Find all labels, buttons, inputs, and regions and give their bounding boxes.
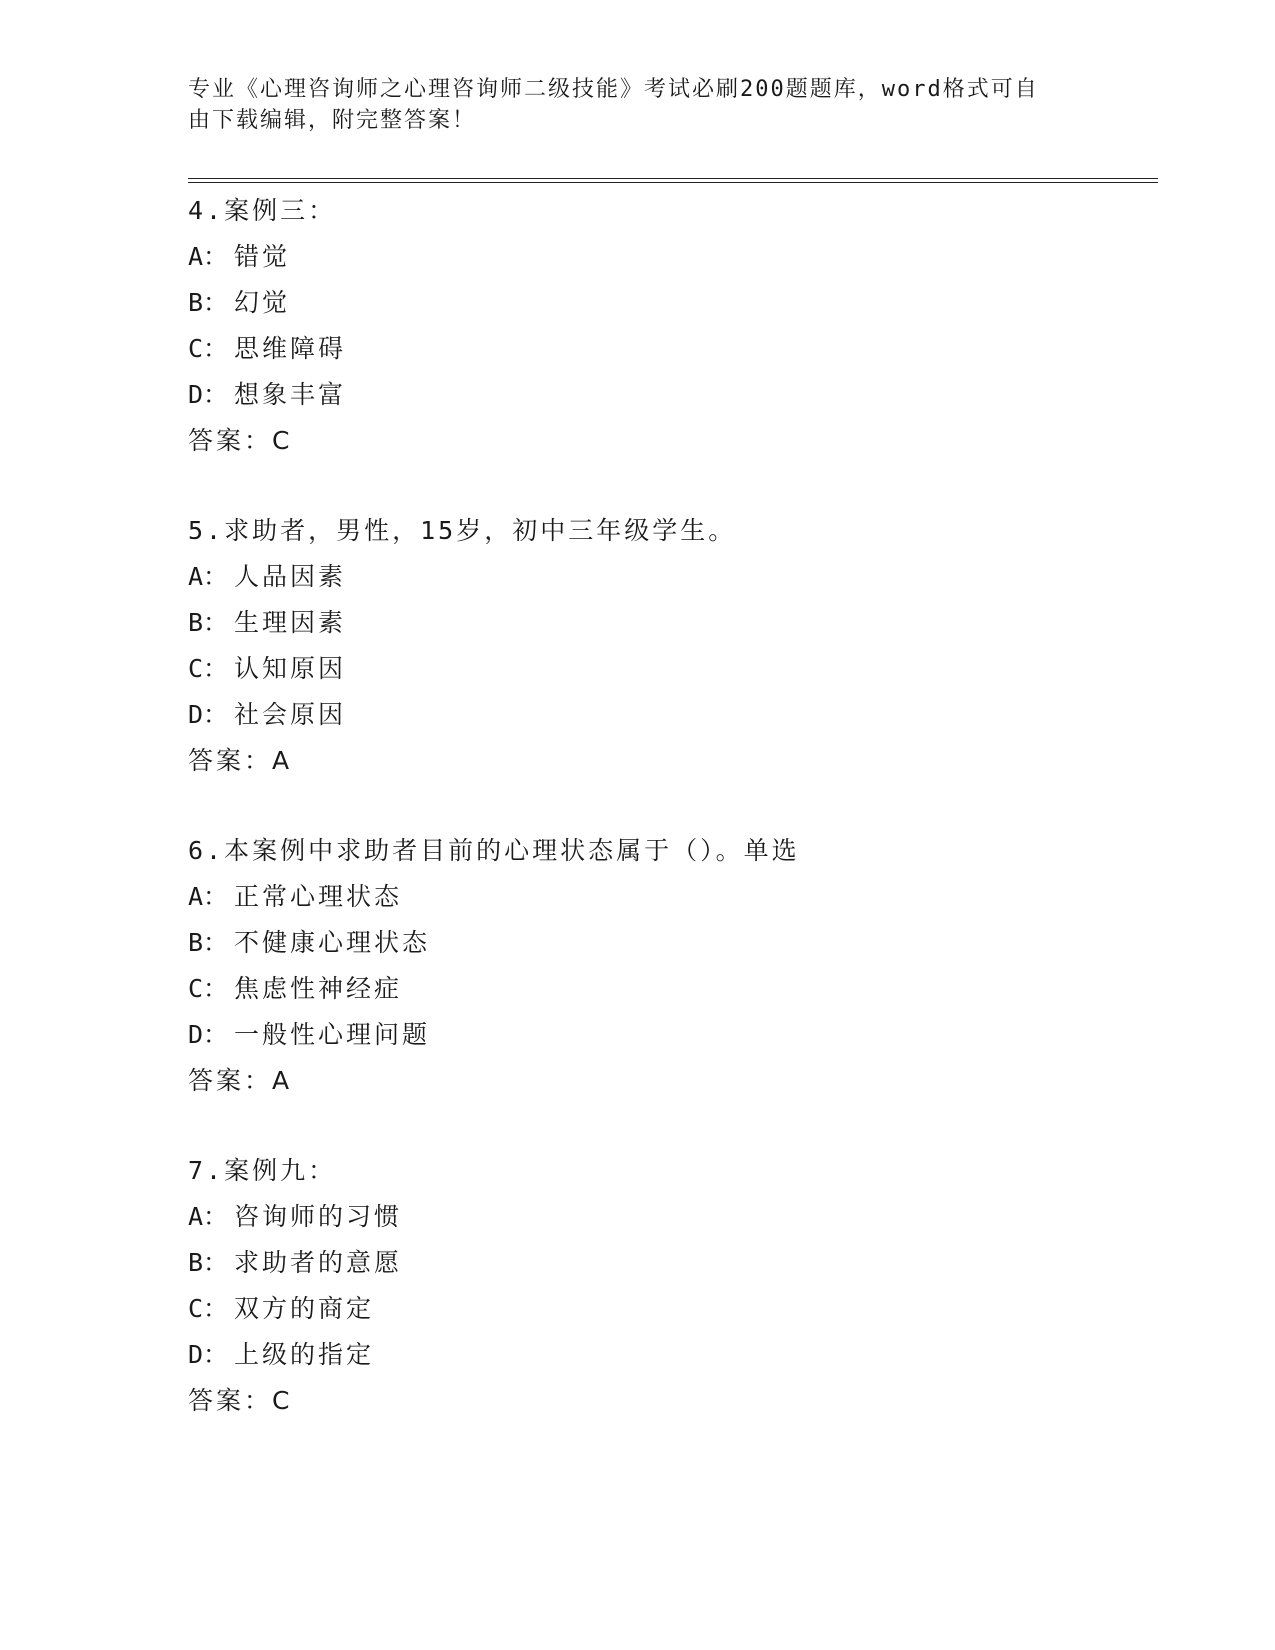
option-text: 想象丰富: [234, 380, 347, 409]
option-text: 上级的指定: [234, 1340, 375, 1369]
option-letter: D：: [188, 700, 229, 729]
header-line-2: 由下载编辑，附完整答案！: [188, 108, 477, 133]
header-divider-top: [188, 178, 1158, 179]
option-text: 错觉: [234, 242, 291, 271]
option-text: 思维障碍: [234, 334, 347, 363]
option-letter: B：: [188, 1248, 229, 1277]
option-a: [188, 554, 1158, 600]
option-d: [188, 372, 1158, 418]
option-text: 求助者的意愿: [234, 1248, 403, 1277]
option-letter: C：: [188, 974, 229, 1003]
option-text: 生理因素: [234, 608, 347, 637]
option-c: [188, 646, 1158, 692]
option-letter: A：: [188, 1202, 229, 1231]
question-item: [188, 188, 1158, 464]
answer-line: 答案：C: [188, 1386, 293, 1415]
option-text: 认知原因: [234, 654, 347, 683]
answer-line: 答案：A: [188, 746, 293, 775]
question-stem: 7.案例九：: [188, 1156, 337, 1185]
header-line-1: 专业《心理咨询师之心理咨询师二级技能》考试必刷200题题库，word格式可自: [188, 77, 1039, 102]
document-header: [188, 74, 1068, 136]
question-item: [188, 508, 1158, 784]
option-a: [188, 874, 1158, 920]
answer-line: 答案：C: [188, 426, 293, 455]
option-letter: C：: [188, 1294, 229, 1323]
option-letter: C：: [188, 654, 229, 683]
option-text: 焦虑性神经症: [234, 974, 403, 1003]
option-letter: D：: [188, 1340, 229, 1369]
option-letter: C：: [188, 334, 229, 363]
question-item: [188, 828, 1158, 1104]
option-c: [188, 326, 1158, 372]
option-c: [188, 1286, 1158, 1332]
option-d: [188, 1332, 1158, 1378]
option-text: 一般性心理问题: [234, 1020, 431, 1049]
question-item: [188, 1148, 1158, 1424]
option-letter: B：: [188, 928, 229, 957]
option-letter: B：: [188, 288, 229, 317]
option-text: 社会原因: [234, 700, 347, 729]
option-text: 幻觉: [234, 288, 291, 317]
question-stem: 5.求助者，男性，15岁，初中三年级学生。: [188, 516, 737, 545]
option-letter: D：: [188, 380, 229, 409]
option-text: 咨询师的习惯: [234, 1202, 403, 1231]
question-stem: 4.案例三：: [188, 196, 337, 225]
option-text: 人品因素: [234, 562, 347, 591]
question-stem: 6.本案例中求助者目前的心理状态属于（）。单选: [188, 836, 800, 865]
option-a: [188, 1194, 1158, 1240]
option-b: [188, 1240, 1158, 1286]
option-b: [188, 600, 1158, 646]
option-text: 正常心理状态: [234, 882, 403, 911]
option-letter: B：: [188, 608, 229, 637]
option-b: [188, 920, 1158, 966]
option-c: [188, 966, 1158, 1012]
answer-line: 答案：A: [188, 1066, 293, 1095]
option-letter: A：: [188, 242, 229, 271]
option-b: [188, 280, 1158, 326]
option-d: [188, 1012, 1158, 1058]
option-letter: A：: [188, 882, 229, 911]
option-a: [188, 234, 1158, 280]
option-text: 不健康心理状态: [234, 928, 431, 957]
header-divider-bottom: [188, 182, 1158, 183]
option-text: 双方的商定: [234, 1294, 375, 1323]
option-letter: A：: [188, 562, 229, 591]
option-letter: D：: [188, 1020, 229, 1049]
question-list: [188, 188, 1158, 1468]
option-d: [188, 692, 1158, 738]
